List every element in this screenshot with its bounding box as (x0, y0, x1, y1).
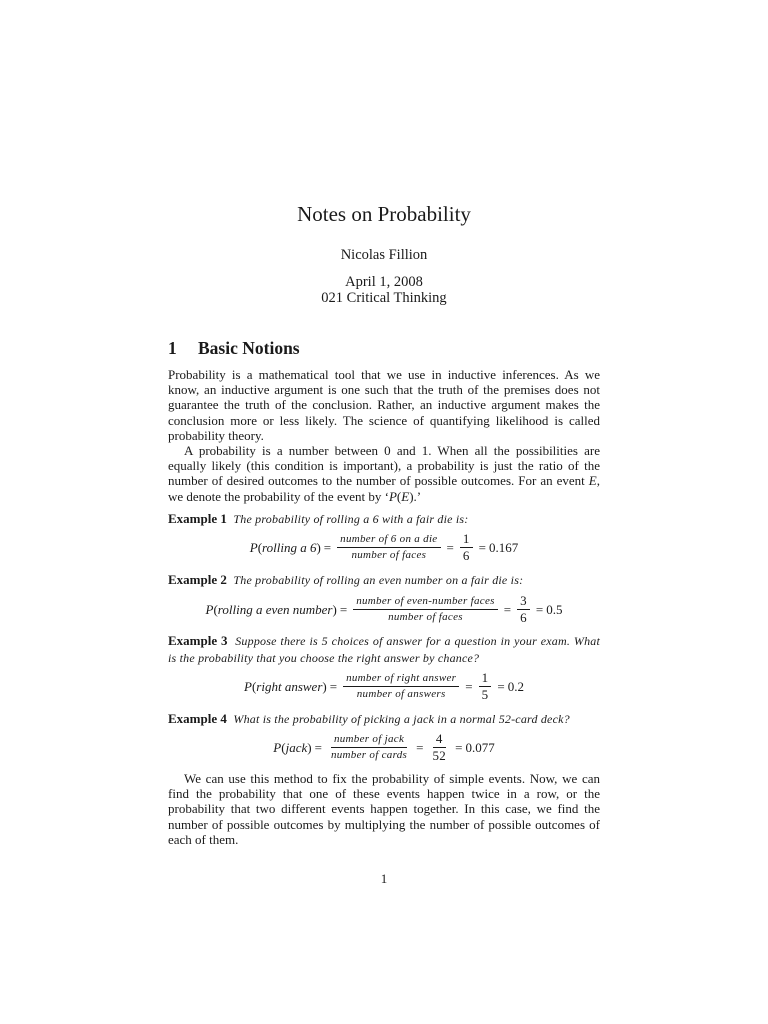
equation-result: 0.167 (489, 539, 519, 555)
fraction: $\frac{\text{number of right answer}}{\text{number of answers}}$ (343, 672, 459, 701)
fraction: $\frac{\text{number of 6 on a die}}{\text{number of faces}}$ (337, 533, 440, 562)
document-author: Nicolas Fillion (340, 247, 428, 263)
fraction-value: $\frac{1}{5}$ (479, 671, 492, 702)
page-number: 1 (380, 871, 388, 886)
document-page (168, 0, 600, 1024)
fraction-value: $\frac{3}{6}$ (517, 594, 530, 625)
equation-3: P ( right answer ) = $\frac{\text{number of right answer}}{\text{number of answers}}$ = $\frac{1}{5}$ = 0.2 (243, 670, 524, 702)
equation-result: 0.077 (465, 739, 495, 755)
section-title: Basic Notions (198, 338, 300, 358)
fraction-value: $\frac{1}{6}$ (460, 532, 473, 563)
section-heading (168, 337, 300, 359)
paragraph-compound-events: We can use this method to fix the probability of simple events. Now, we can find the probability that one of these events happen twice in a row, or the probability that two different events happen together. In this case, we find the number of possible outcomes by multiplying the number of possible outcomes of each of them. (168, 771, 600, 847)
example-label: Example 2 (168, 572, 227, 587)
fraction: $\frac{\text{number of jack}}{\text{number of cards}}$ (330, 733, 408, 761)
example-label: Example 4 (168, 711, 227, 726)
equation-1: P ( rolling a 6 ) = $\frac{\text{number of 6 on a die}}{\text{number of faces}}$ = $\frac{1}{6}$ = 0.167 (249, 531, 519, 563)
equation-result: 0.2 (507, 678, 524, 694)
example-label: Example 1 (168, 511, 227, 526)
fraction: $\frac{\text{number of even-number faces}}{\text{number of faces}}$ (353, 595, 498, 624)
example-statement: The probability of rolling a 6 with a fair die is: (233, 512, 469, 526)
example-statement: The probability of rolling an even number on a fair die is: (233, 573, 524, 587)
section-number: 1 (168, 338, 177, 358)
equation-4: P ( jack ) = $\frac{\text{number of jack}}{\text{number of cards}}$ = $\frac{4}{52}$ = 0.077 (273, 731, 495, 763)
example-2 (168, 572, 600, 589)
document-course: 021 Critical Thinking (321, 290, 447, 306)
equation-2: P ( rolling a even number ) = $\frac{\text{number of even-number faces}}{\text{number of faces}}$ = $\frac{3}{6}$ = 0.5 (205, 593, 563, 625)
equation-result: 0.5 (546, 601, 563, 617)
paragraph-intro: Probability is a mathematical tool that we use in inductive inferences. As we know, an inductive argument is one such that the truth of the premises does not guarantee the truth of the conclusion. Rather, an inductive argument makes the conclusion more or less likely. The science of quantifying likelihood is called probability theory. (168, 367, 600, 443)
example-label: Example 3 (168, 633, 228, 648)
example-statement: What is the probability of picking a jack in a normal 52-card deck? (233, 712, 570, 726)
example-1 (168, 511, 600, 528)
paragraph-definition: A probability is a number between 0 and 1. When all the possibilities are equally likely (this condition is important), a probability is just the ratio of the number of desired outcomes to the number of possible outcomes. For an event E, we denote the probability of the event by ‘P(E).’ (168, 443, 600, 504)
example-4 (168, 711, 600, 728)
fraction-value: $\frac{4}{52}$ (432, 731, 447, 763)
example-statement: Suppose there is 5 choices of answer for a question in your exam. What is the probability that you choose the right answer by chance? (168, 634, 601, 665)
example-3 (168, 633, 600, 666)
document-date: April 1, 2008 (345, 274, 423, 290)
document-title: Notes on Probability (297, 202, 471, 226)
